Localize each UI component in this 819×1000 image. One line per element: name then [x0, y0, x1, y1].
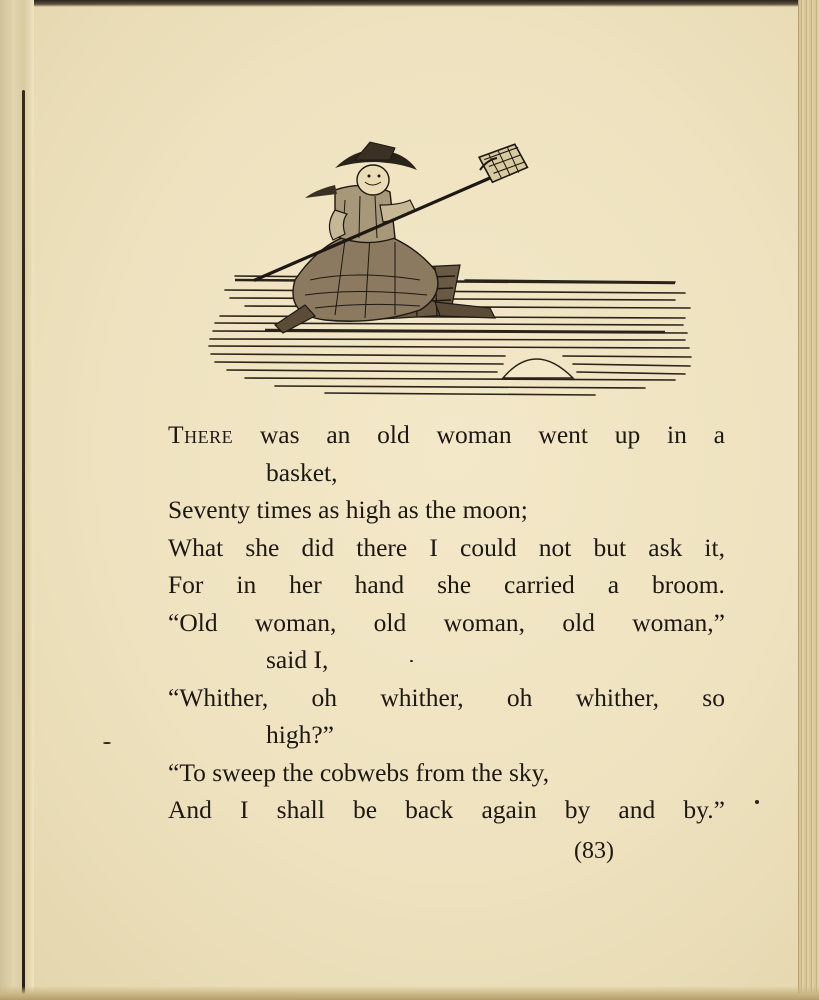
- poem-word: an: [326, 420, 351, 449]
- poem-word: her: [289, 570, 322, 599]
- poem-word: up: [614, 420, 641, 449]
- poem-word: but: [593, 532, 627, 562]
- poem-word: and: [618, 795, 656, 824]
- poem-word: ask: [648, 532, 683, 562]
- poem-word: by: [564, 795, 591, 824]
- poem-word: woman,: [254, 607, 337, 637]
- poem-line-8: [168, 679, 725, 717]
- poem-word: it,: [704, 532, 725, 562]
- poem-word: back: [405, 795, 454, 824]
- page-number: (83): [574, 838, 614, 864]
- poem-word: For: [168, 570, 204, 599]
- poem-word: old: [562, 607, 595, 637]
- poem-word: went: [538, 420, 588, 449]
- poem-word: oh: [506, 682, 533, 712]
- poem-word: I: [240, 795, 249, 824]
- poem-word: did: [301, 532, 335, 562]
- poem-word: a: [607, 570, 620, 599]
- ink-speck: [755, 800, 759, 804]
- poem-line-2: basket,: [266, 457, 338, 487]
- poem-word: not: [538, 532, 572, 562]
- page-bottom-edge: [0, 986, 819, 1000]
- poem-word: old: [377, 420, 410, 449]
- binding-line: [22, 90, 25, 1000]
- poem-word: could: [460, 532, 517, 562]
- poem-line-5: [168, 566, 725, 604]
- poem-word: “Old: [168, 607, 218, 637]
- poem-word: old: [373, 607, 407, 637]
- poem-line-1: [168, 416, 725, 454]
- poem-word: I: [429, 532, 438, 562]
- poem-word: What: [168, 532, 224, 562]
- poem-word: There: [168, 420, 234, 449]
- page-top-edge: [0, 0, 819, 7]
- poem-word: woman,: [443, 607, 526, 637]
- poem-word: And: [168, 795, 212, 824]
- poem-word: woman,”: [632, 607, 725, 637]
- ink-speck: [410, 660, 413, 662]
- poem-line-9: high?”: [266, 720, 334, 749]
- poem-word: “Whither,: [168, 682, 269, 712]
- ink-speck: [103, 742, 111, 744]
- poem-text: [168, 416, 738, 829]
- poem-word: again: [481, 795, 537, 824]
- poem-word: oh: [311, 682, 338, 712]
- poem-word: shall: [276, 795, 325, 824]
- poem-word: broom.: [651, 570, 725, 599]
- page-stack-edge: [798, 0, 819, 1000]
- poem-word: by.”: [683, 795, 725, 824]
- poem-line-3: Seventy times as high as the moon;: [168, 495, 528, 524]
- poem-word: carried: [504, 570, 575, 599]
- poem-line-11: [168, 791, 725, 829]
- poem-line-4: [168, 529, 725, 567]
- poem-word: in: [236, 570, 257, 599]
- poem-line-6: [168, 604, 725, 642]
- poem-line-10: “To sweep the cobwebs from the sky,: [168, 757, 550, 787]
- poem-line-7: said I,: [266, 645, 329, 674]
- poem-word: whither,: [575, 682, 659, 712]
- poem-word: so: [702, 682, 725, 712]
- poem-word: she: [437, 570, 472, 599]
- poem-word: she: [245, 532, 280, 562]
- poem-word: be: [352, 795, 378, 824]
- poem-word: whither,: [380, 682, 464, 712]
- book-gutter: [0, 0, 34, 1000]
- poem-word: was: [259, 420, 300, 449]
- poem-word: there: [356, 532, 408, 562]
- poem-word: in: [667, 420, 687, 449]
- poem-word: a: [713, 420, 725, 449]
- poem-word: hand: [354, 570, 405, 599]
- woman-in-basket-illustration-icon: [205, 130, 700, 405]
- poem-word: woman: [436, 420, 512, 449]
